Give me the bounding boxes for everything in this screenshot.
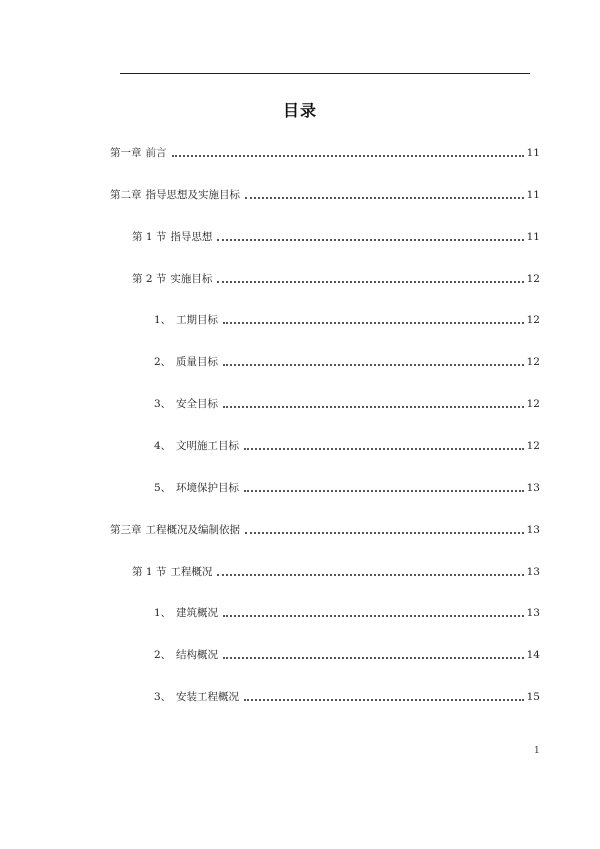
toc-entry[interactable] <box>132 563 540 579</box>
toc-entry-number: 第 1 节 <box>132 230 167 243</box>
toc-entry[interactable] <box>154 646 540 662</box>
toc-entry-number: 5、 <box>154 481 172 494</box>
toc-entry-page: 12 <box>526 272 540 285</box>
dot-leader <box>245 197 524 199</box>
toc-entry-page: 15 <box>526 691 540 704</box>
toc-entry-text: 工期目标 <box>176 314 218 327</box>
toc-entry-page: 14 <box>526 649 540 662</box>
toc-entry-text: 前言 <box>145 147 167 159</box>
dot-leader <box>217 239 523 241</box>
toc-entry-page: 13 <box>526 565 540 578</box>
dot-leader <box>244 448 524 450</box>
toc-entry[interactable] <box>154 688 540 704</box>
toc-entry-text: 安全目标 <box>176 398 218 411</box>
toc-entry-number: 第 2 节 <box>132 272 167 285</box>
toc-entry-text: 实施目标 <box>170 272 213 285</box>
toc-entry-number: 第 1 节 <box>132 565 167 578</box>
toc-entry[interactable] <box>154 604 540 620</box>
dot-leader <box>172 155 524 157</box>
dot-leader <box>223 322 524 324</box>
toc-entry[interactable] <box>132 270 540 286</box>
toc-entry[interactable] <box>110 186 540 202</box>
toc-entry[interactable] <box>110 144 540 160</box>
toc-entry[interactable] <box>154 437 540 453</box>
toc-entry[interactable] <box>154 353 540 369</box>
toc-entry-page: 12 <box>526 439 540 452</box>
toc-entry-text: 安装工程概况 <box>176 691 239 704</box>
toc-entry-text: 工程概况 <box>170 565 213 578</box>
dot-leader <box>223 406 524 408</box>
toc-entry[interactable] <box>132 228 540 244</box>
dot-leader <box>223 615 524 617</box>
toc-entry-text: 指导思想 <box>170 230 213 243</box>
page-number: 1 <box>534 746 540 756</box>
toc-entry[interactable] <box>154 311 540 327</box>
toc-entry-page: 13 <box>526 607 540 620</box>
toc-entry-text: 结构概况 <box>176 649 218 662</box>
toc-entry-text: 质量目标 <box>176 356 218 369</box>
dot-leader <box>217 574 523 576</box>
toc-entry[interactable] <box>154 479 540 495</box>
toc-entry-number: 第一章 <box>110 147 142 159</box>
toc-entry-number: 4、 <box>154 439 172 452</box>
toc-entry-text: 指导思想及实施目标 <box>145 188 240 201</box>
toc-entry-text: 文明施工目标 <box>176 439 239 452</box>
toc-entry-text: 工程概况及编制依据 <box>145 523 240 536</box>
toc-entry-page: 13 <box>526 523 540 536</box>
dot-leader <box>217 281 523 283</box>
dot-leader <box>223 364 524 366</box>
toc-entry-text: 建筑概况 <box>176 607 218 620</box>
toc-entry-page: 11 <box>526 230 540 243</box>
toc-entry-page: 11 <box>526 188 540 201</box>
dot-leader <box>244 699 524 701</box>
dot-leader <box>245 532 524 534</box>
toc-entry-number: 2、 <box>154 356 172 369</box>
toc-entry-number: 第二章 <box>110 188 142 201</box>
toc-entry[interactable] <box>110 521 540 537</box>
toc-entry-page: 12 <box>526 314 540 327</box>
toc-entry-text: 环境保护目标 <box>176 481 239 494</box>
toc-entry-page: 11 <box>526 147 540 159</box>
toc-entry-number: 3、 <box>154 691 172 704</box>
dot-leader <box>244 490 524 492</box>
toc-entry-number: 3、 <box>154 398 172 411</box>
toc-entry-number: 1、 <box>154 314 172 327</box>
toc-entry-page: 12 <box>526 356 540 369</box>
toc-entry-number: 1、 <box>154 607 172 620</box>
toc-title: 目录 <box>282 101 317 120</box>
toc-entry-number: 2、 <box>154 649 172 662</box>
dot-leader <box>223 657 524 659</box>
toc-entry-page: 13 <box>526 481 540 494</box>
toc-entry[interactable] <box>154 395 540 411</box>
toc-entry-number: 第三章 <box>110 523 142 536</box>
toc-entry-page: 12 <box>526 398 540 411</box>
